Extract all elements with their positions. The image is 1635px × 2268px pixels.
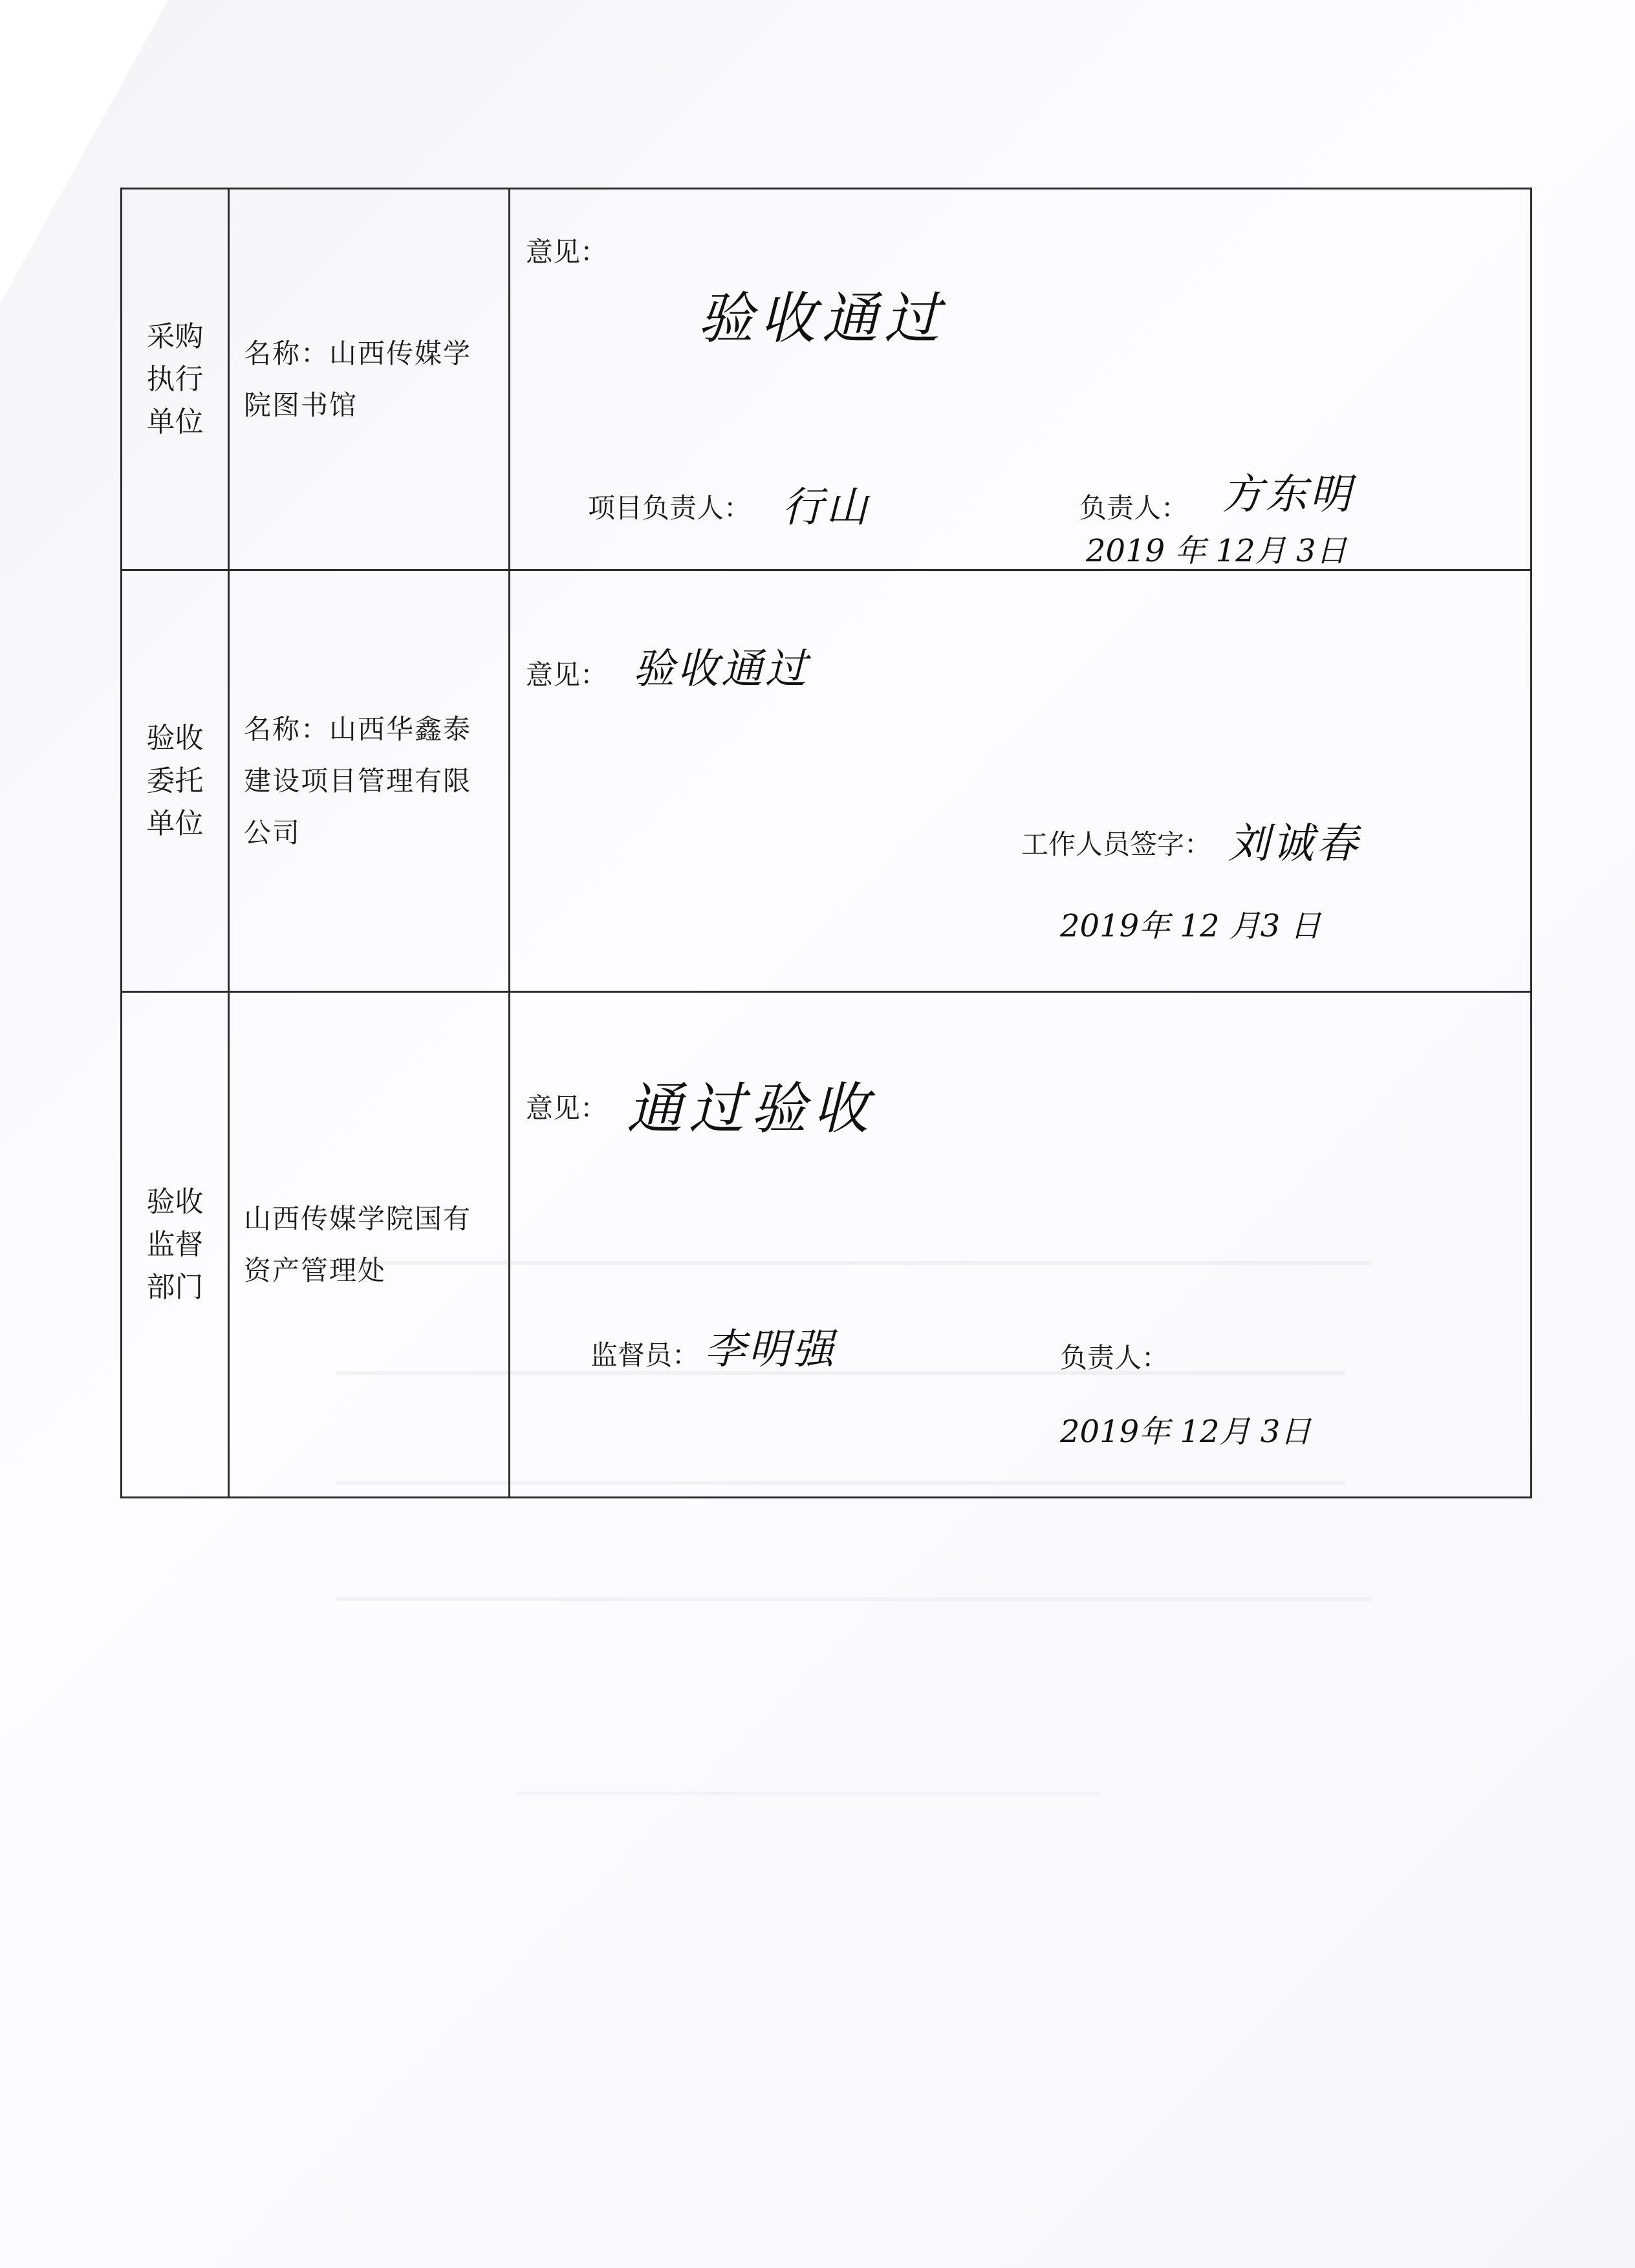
project-lead-label: 项目负责人： xyxy=(588,492,752,524)
unit-name: 山西传媒学院国有资产管理处 xyxy=(244,1202,472,1286)
supervisor-signature: 李明强 xyxy=(704,1326,836,1374)
staff-signature: 刘诚春 xyxy=(1228,820,1360,868)
table-row xyxy=(122,570,1532,992)
unit-label-cell xyxy=(122,189,229,570)
unit-label: 采购 执行 单位 xyxy=(146,319,204,438)
project-lead-signature: 行山 xyxy=(782,484,870,532)
bleed-through-mark xyxy=(336,1371,1345,1375)
bleed-through-mark xyxy=(336,1481,1345,1485)
opinion-label: 意见： xyxy=(526,1092,608,1124)
handwritten-opinion: 通过验收 xyxy=(627,1077,875,1141)
opinion-label: 意见： xyxy=(526,236,608,268)
opinion-cell xyxy=(510,189,1532,570)
date: 2019年 12 月3 日 xyxy=(1060,908,1321,944)
acceptance-form-table xyxy=(120,188,1532,1498)
unit-name-cell xyxy=(229,189,510,570)
unit-label-cell xyxy=(122,570,229,992)
unit-name: 名称：山西传媒学院图书馆 xyxy=(244,337,472,421)
bleed-through-mark xyxy=(517,1791,1099,1795)
unit-label-cell xyxy=(122,992,229,1498)
handwritten-opinion: 验收通过 xyxy=(633,645,809,693)
date: 2019年 12月 3日 xyxy=(1060,1414,1312,1450)
bleed-through-mark xyxy=(336,1261,1371,1265)
staff-signature-label: 工作人员签字： xyxy=(1021,828,1212,860)
lead-label: 负责人： xyxy=(1079,492,1189,524)
supervisor-label: 监督员： xyxy=(590,1339,700,1371)
unit-name-cell xyxy=(229,992,510,1498)
table-row xyxy=(122,189,1532,570)
unit-name: 名称：山西华鑫泰建设项目管理有限公司 xyxy=(244,713,472,848)
unit-label: 验收 监督 部门 xyxy=(146,1185,204,1304)
unit-label: 验收 委托 单位 xyxy=(146,721,204,840)
date: 2019 年 12月 3日 xyxy=(1086,533,1347,569)
opinion-cell xyxy=(510,570,1532,992)
lead-signature: 方东明 xyxy=(1222,471,1354,519)
table-row xyxy=(122,992,1532,1498)
unit-name-cell xyxy=(229,570,510,992)
opinion-label: 意见： xyxy=(526,659,608,691)
lead-label: 负责人： xyxy=(1060,1342,1169,1374)
bleed-through-mark xyxy=(336,1597,1371,1601)
handwritten-opinion: 验收通过 xyxy=(698,286,946,351)
opinion-cell xyxy=(510,992,1532,1498)
